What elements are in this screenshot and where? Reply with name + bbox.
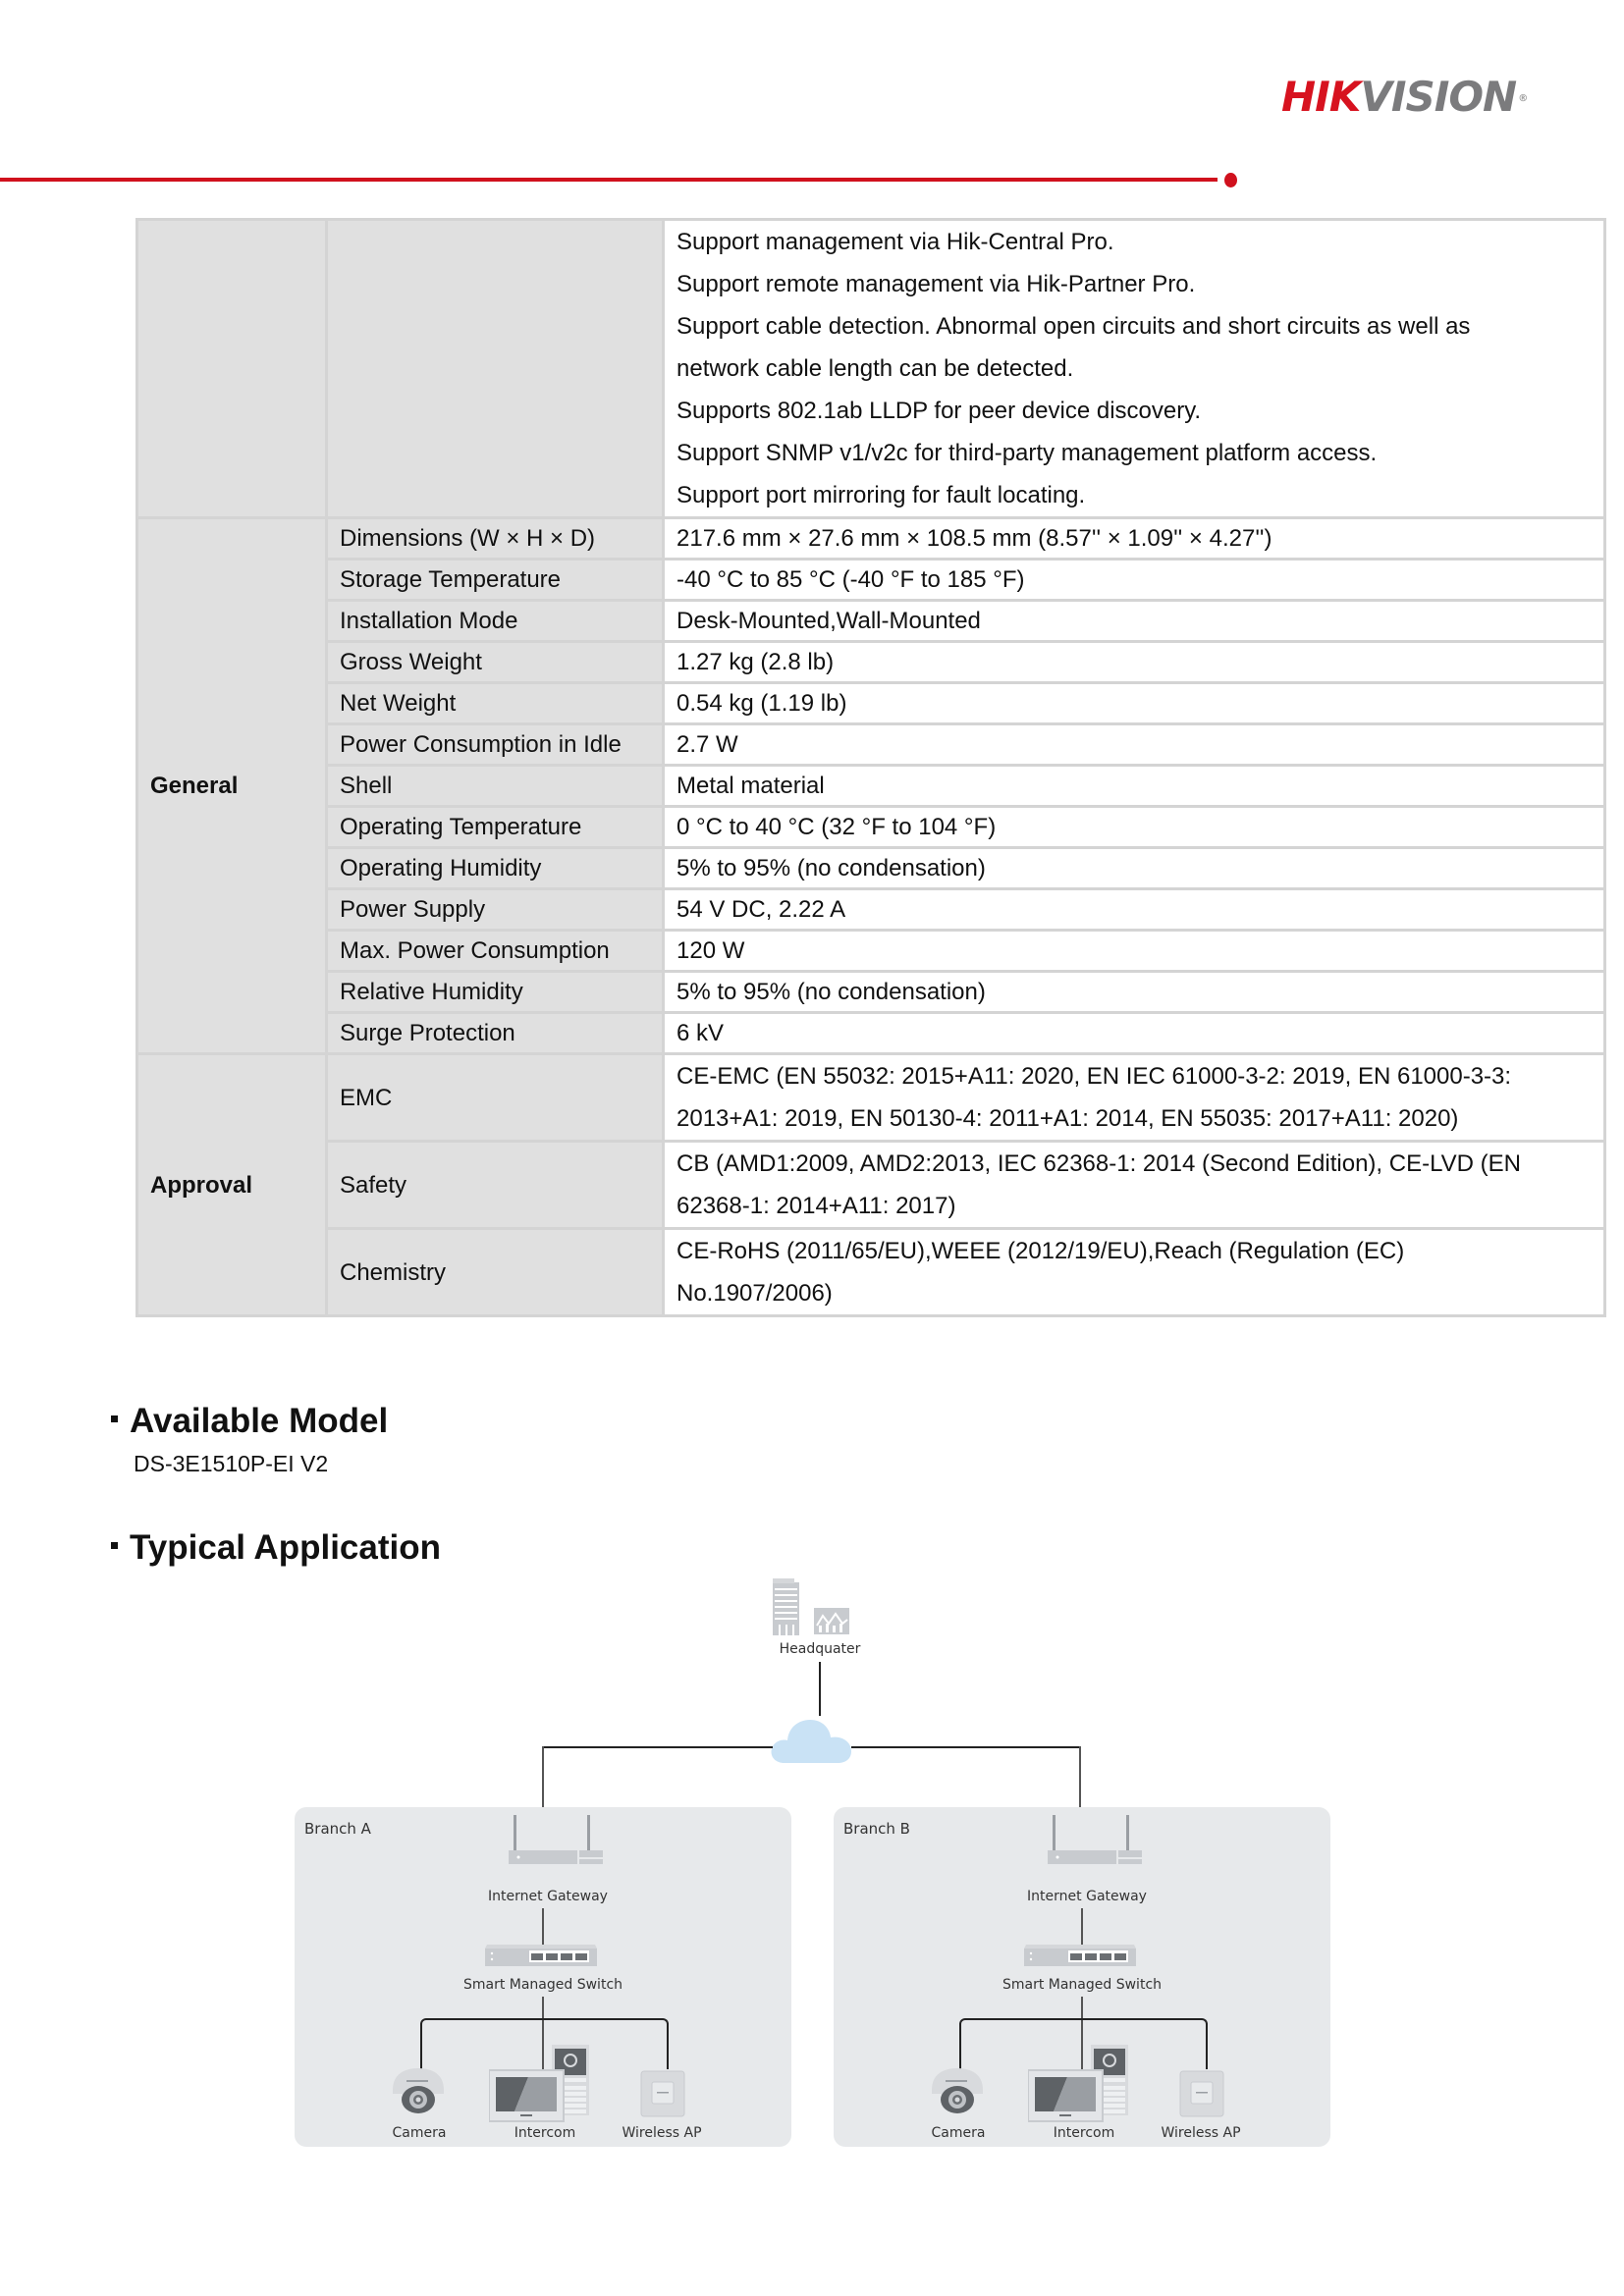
- spec-name: Power Supply: [327, 889, 664, 931]
- wireless-ap-label: Wireless AP: [1161, 2125, 1241, 2141]
- spec-value: 5% to 95% (no condensation): [664, 972, 1605, 1013]
- table-row: [137, 1054, 1605, 1142]
- spec-value-line: 62368-1: 2014+A11: 2017): [677, 1193, 956, 1219]
- table-row: [137, 642, 1605, 683]
- table-row: [137, 931, 1605, 972]
- switch-label: Smart Managed Switch: [462, 1977, 623, 1993]
- branch-b-panel: [834, 1807, 1330, 2147]
- network-diagram: [285, 1571, 1345, 2160]
- branch-label: Branch A: [304, 1820, 371, 1838]
- spec-name: Power Consumption in Idle: [327, 724, 664, 766]
- spec-value: 0.54 kg (1.19 lb): [664, 683, 1605, 724]
- intercom-label: Intercom: [514, 2125, 576, 2141]
- spec-name: Max. Power Consumption: [327, 931, 664, 972]
- link-to-branch-a: [542, 1746, 773, 1748]
- spec-name: Gross Weight: [327, 642, 664, 683]
- spec-value: Metal material: [664, 766, 1605, 807]
- registered-mark: ®: [1518, 93, 1528, 104]
- table-row: [137, 560, 1605, 601]
- category-general: General: [137, 518, 327, 1054]
- feature-line: Support cable detection. Abnormal open circuits and short circuits as well as: [677, 313, 1471, 340]
- available-model-heading: [111, 1402, 388, 1441]
- router-icon: [509, 1815, 607, 1864]
- table-row: [137, 1013, 1605, 1054]
- spec-value: 1.27 kg (2.8 lb): [664, 642, 1605, 683]
- spec-value: Desk-Mounted,Wall-Mounted: [664, 601, 1605, 642]
- header-divider-dot: [1224, 173, 1237, 187]
- spec-name: Operating Temperature: [327, 807, 664, 848]
- spec-name: Storage Temperature: [327, 560, 664, 601]
- feature-line: Support remote management via Hik-Partner Pro.: [677, 271, 1196, 297]
- gateway-switch-link: [542, 1908, 544, 1945]
- feature-line: Supports 802.1ab LLDP for peer device discovery.: [677, 398, 1202, 424]
- intercom-label: Intercom: [1053, 2125, 1115, 2141]
- gateway-label: Internet Gateway: [488, 1889, 608, 1904]
- branch-label: Branch B: [843, 1820, 910, 1838]
- spec-value-line: 2013+A1: 2019, EN 50130-4: 2011+A1: 2014, EN 55035: 2017+A11: 2020): [677, 1105, 1459, 1132]
- spec-name: Net Weight: [327, 683, 664, 724]
- spec-name: Installation Mode: [327, 601, 664, 642]
- link-to-branch-b: [851, 1746, 1080, 1748]
- camera-icon: [391, 2066, 446, 2115]
- camera-label: Camera: [931, 2125, 986, 2141]
- spec-value: 5% to 95% (no condensation): [664, 848, 1605, 889]
- camera-label: Camera: [392, 2125, 447, 2141]
- feature-line: Support SNMP v1/v2c for third-party management platform access.: [677, 440, 1378, 466]
- table-row: [137, 724, 1605, 766]
- spec-name: Shell: [327, 766, 664, 807]
- intercom-icon: [489, 2045, 591, 2123]
- wireless-ap-icon: [1179, 2070, 1224, 2117]
- switch-label: Smart Managed Switch: [1001, 1977, 1163, 1993]
- spec-name: Safety: [327, 1142, 664, 1229]
- spec-value: 120 W: [664, 931, 1605, 972]
- hq-link: [819, 1662, 821, 1716]
- feature-line: Support management via Hik-Central Pro.: [677, 229, 1114, 255]
- wireless-ap-icon: [640, 2070, 685, 2117]
- logo-text-red: HIK: [1281, 73, 1361, 121]
- name-cell-empty: [327, 220, 664, 518]
- switch-icon: [1022, 1941, 1140, 1970]
- hikvision-logo: [1281, 73, 1528, 121]
- gateway-label: Internet Gateway: [1027, 1889, 1147, 1904]
- wireless-ap-label: Wireless AP: [622, 2125, 702, 2141]
- table-row: [137, 601, 1605, 642]
- spec-value: -40 °C to 85 °C (-40 °F to 185 °F): [664, 560, 1605, 601]
- typical-application-heading: [111, 1528, 441, 1568]
- spec-value-line: No.1907/2006): [677, 1280, 833, 1307]
- table-row: [137, 889, 1605, 931]
- table-row: [137, 1229, 1605, 1316]
- spec-value-line: CB (AMD1:2009, AMD2:2013, IEC 62368-1: 2014 (Second Edition), CE-LVD (EN: [677, 1150, 1521, 1177]
- camera-icon: [930, 2066, 985, 2115]
- spec-value: [664, 1054, 1605, 1142]
- header-divider: [0, 178, 1218, 182]
- headquarter-label: Headquater: [779, 1641, 861, 1657]
- table-row: [137, 972, 1605, 1013]
- spec-value: [664, 1229, 1605, 1316]
- spec-value: 0 °C to 40 °C (32 °F to 104 °F): [664, 807, 1605, 848]
- spec-value: [664, 1142, 1605, 1229]
- feature-line: network cable length can be detected.: [677, 355, 1074, 382]
- spec-name: Operating Humidity: [327, 848, 664, 889]
- spec-name: Relative Humidity: [327, 972, 664, 1013]
- spec-value: 6 kV: [664, 1013, 1605, 1054]
- category-cell-empty: [137, 220, 327, 518]
- bullet-icon: [111, 1415, 118, 1422]
- logo-text-gray: VISION: [1360, 73, 1517, 121]
- spec-value: 2.7 W: [664, 724, 1605, 766]
- switch-icon: [483, 1941, 601, 1970]
- spec-value-line: CE-EMC (EN 55032: 2015+A11: 2020, EN IEC 61000-3-2: 2019, EN 61000-3-3:: [677, 1063, 1512, 1090]
- spec-value: 217.6 mm × 27.6 mm × 108.5 mm (8.57'' × 1.09'' × 4.27''): [664, 518, 1605, 560]
- router-icon: [1048, 1815, 1146, 1864]
- spec-value-line: CE-RoHS (2011/65/EU),WEEE (2012/19/EU),Reach (Regulation (EC): [677, 1238, 1405, 1264]
- table-row: [137, 807, 1605, 848]
- spec-value: 54 V DC, 2.22 A: [664, 889, 1605, 931]
- features-cell: [664, 220, 1605, 518]
- typical-application-title: Typical Application: [130, 1528, 441, 1567]
- branch-a-panel: [295, 1807, 791, 2147]
- spec-table: [135, 218, 1606, 1317]
- table-row: [137, 766, 1605, 807]
- table-row: [137, 683, 1605, 724]
- spec-name: EMC: [327, 1054, 664, 1142]
- internet-cloud-icon: [769, 1710, 857, 1767]
- feature-line: Support port mirroring for fault locating.: [677, 482, 1086, 508]
- headquarter-building-icon: [771, 1578, 854, 1639]
- table-row: [137, 1142, 1605, 1229]
- intercom-icon: [1028, 2045, 1130, 2123]
- spec-name: Chemistry: [327, 1229, 664, 1316]
- available-model-title: Available Model: [130, 1402, 389, 1440]
- spec-name: Surge Protection: [327, 1013, 664, 1054]
- bullet-icon: [111, 1542, 118, 1549]
- model-number: DS-3E1510P-EI V2: [134, 1451, 329, 1476]
- spec-name: Dimensions (W × H × D): [327, 518, 664, 560]
- table-row: [137, 848, 1605, 889]
- table-row-features: [137, 220, 1605, 518]
- table-row: [137, 518, 1605, 560]
- gateway-switch-link: [1081, 1908, 1083, 1945]
- category-approval: Approval: [137, 1054, 327, 1316]
